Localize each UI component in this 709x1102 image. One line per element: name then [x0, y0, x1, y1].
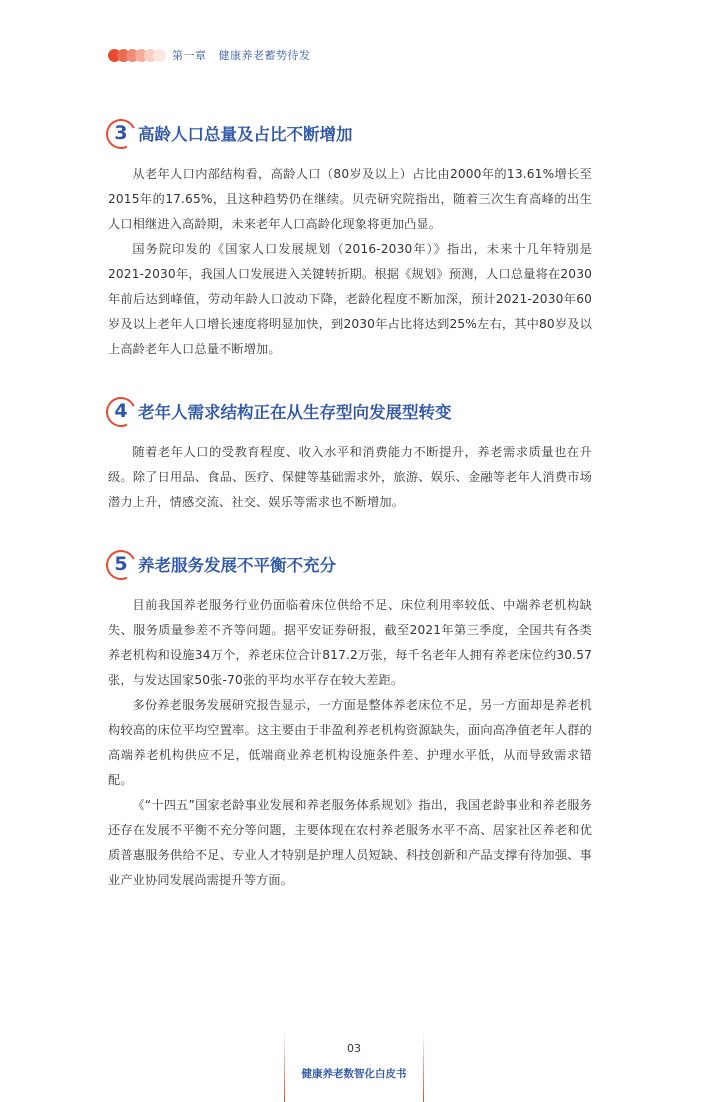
header-dots-icon	[108, 49, 162, 62]
paragraph: 《“十四五”国家老龄事业发展和养老服务体系规划》指出，我国老龄事业和养老服务还存在发展不平衡不充分等问题，主要体现在农村养老服务水平不高、居家社区养老和优质普惠服务供给不足、专业人才特别是护理人员短缺、科技创新和产品支撑有待加强、事业产业协同发展尚需提升等方面。	[108, 798, 592, 887]
paragraph: 从老年人口内部结构看，高龄人口（80岁及以上）占比由2000年的13.61%增长至2015年的17.65%，且这种趋势仍在继续。贝壳研究院指出，随着三次生育高峰的出生人口相继进入高龄期，未来老年人口高龄化现象将更加凸显。	[108, 167, 592, 231]
paragraph: 目前我国养老服务行业仍面临着床位供给不足、床位利用率较低、中端养老机构缺失、服务质量参差不齐等问题。据平安证券研报，截至2021年第三季度，全国共有各类养老机构和设施34万个，养老床位合计817.2万张，每千名老年人拥有养老床位约30.57张，与发达国家50张-70张的平均水平存在较大差距。	[108, 598, 592, 687]
paragraph: 随着老年人口的受教育程度、收入水平和消费能力不断提升，养老需求质量也在升级。除了日用品、食品、医疗、保健等基础需求外，旅游、娱乐、金融等老年人消费市场潜力上升，情感交流、社交、娱乐等需求也不断增加。	[108, 445, 592, 509]
book-title: 健康养老数智化白皮书	[301, 1068, 407, 1080]
chapter-number: 第一章	[172, 49, 207, 62]
section-5	[108, 549, 592, 893]
section-title: 养老服务发展不平衡不充分	[138, 556, 336, 575]
section-3	[108, 118, 605, 362]
paragraph: 多份养老服务发展研究报告显示，一方面是整体养老床位不足，另一方面却是养老机构较高的床位平均空置率。这主要由于非盈利养老机构资源缺失，面向高净值老年人群的高端养老机构供应不足，低端商业养老机构设施条件差、护理水平低，从而导致需求错配。	[108, 698, 592, 787]
section-number-badge: 5	[108, 551, 134, 577]
section-title: 高龄人口总量及占比不断增加	[138, 125, 353, 144]
section-number-badge: 4	[108, 398, 134, 424]
chapter-header	[108, 46, 319, 64]
section-heading	[108, 549, 592, 579]
section-4	[108, 396, 592, 515]
chapter-label	[172, 47, 319, 63]
paragraph: 国务院印发的《国家人口发展规划（2016-2030年）》指出，未来十几年特别是2021-2030年，我国人口发展进入关键转折期。根据《规划》预测，人口总量将在2030年前后达到峰值，劳动年龄人口波动下降，老龄化程度不断加深，预计2021-2030年60 岁及以上老年人口增长速度将明显加快，到2030年占比将达到25%左右，其中80岁及以上高龄老年人口总量不断增加。	[108, 242, 605, 356]
chapter-title: 健康养老蓄势待发	[218, 49, 311, 62]
section-number-badge: 3	[108, 120, 134, 146]
section-heading	[108, 396, 592, 426]
page-number: 03	[347, 1042, 361, 1055]
section-heading	[108, 118, 592, 148]
dot-icon	[153, 49, 166, 62]
section-title: 老年人需求结构正在从生存型向发展型转变	[138, 403, 452, 422]
page-footer	[284, 1030, 424, 1102]
